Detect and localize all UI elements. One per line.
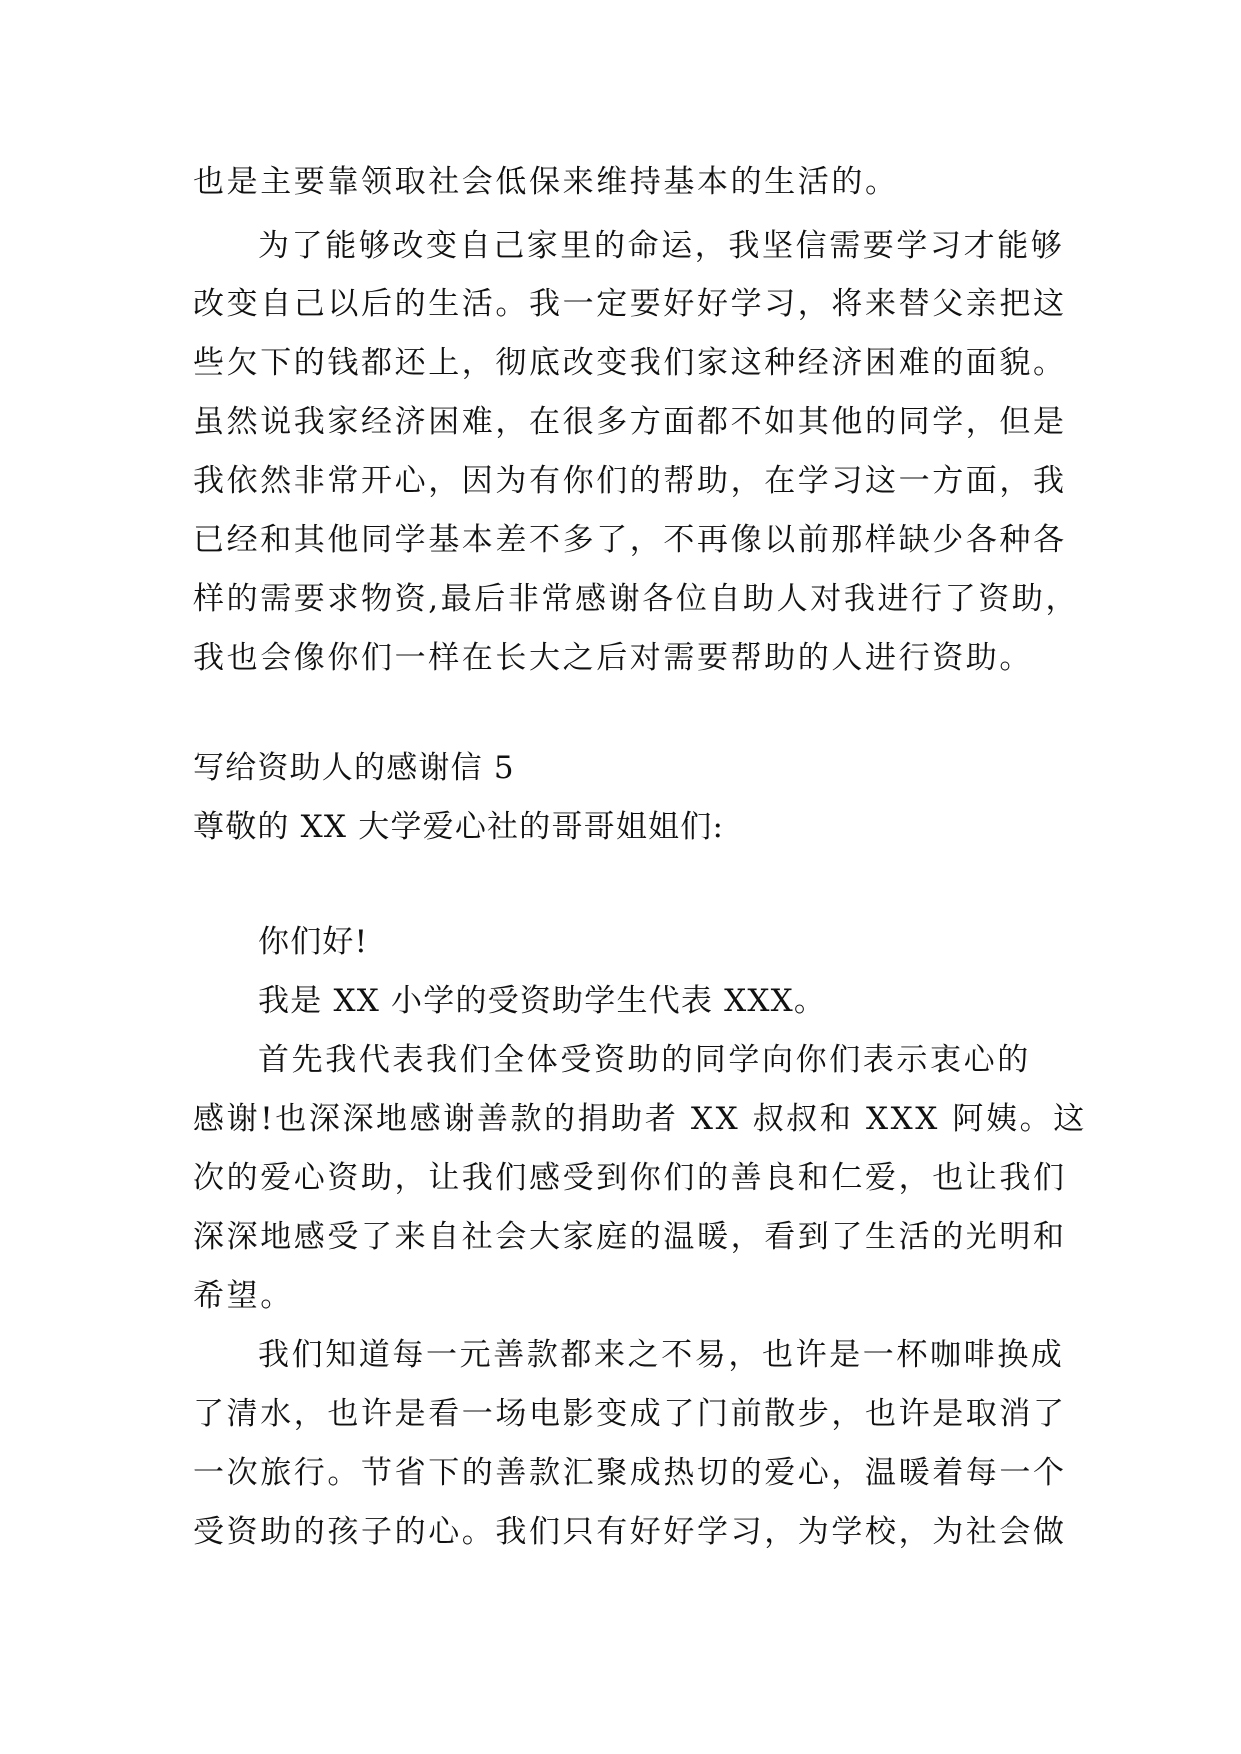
text-line: 改变自己以后的生活。我一定要好好学习，将来替父亲把这 [193,286,1067,322]
paragraph-start-line: 我们知道每一元善款都来之不易，也许是一杯咖啡换成 [258,1337,1065,1373]
text-line: 样的需要求物资,最后非常感谢各位自助人对我进行了资助， [193,581,1080,617]
text-line: 了清水，也许是看一场电影变成了门前散步，也许是取消了 [193,1396,1067,1432]
text-line: 深深地感受了来自社会大家庭的温暖，看到了生活的光明和 [193,1219,1067,1255]
paragraph-start-line: 首先我代表我们全体受资助的同学向你们表示衷心的 [258,1042,1031,1078]
paragraph-start-line: 为了能够改变自己家里的命运，我坚信需要学习才能够 [258,228,1065,264]
text-line: 些欠下的钱都还上，彻底改变我们家这种经济困难的面貌。 [193,345,1067,381]
text-line: 希望。 [193,1278,294,1314]
text-line: 次的爱心资助，让我们感受到你们的善良和仁爱，也让我们 [193,1160,1067,1196]
salutation: 尊敬的 XX 大学爱心社的哥哥姐姐们: [193,809,725,845]
text-line: 虽然说我家经济困难，在很多方面都不如其他的同学，但是 [193,404,1067,440]
text-line: 感谢!也深深地感谢善款的捐助者 XX 叔叔和 XXX 阿姨。这 [193,1101,1087,1137]
self-introduction: 我是 XX 小学的受资助学生代表 XXX。 [258,983,827,1019]
letter-title: 写给资助人的感谢信 5 [193,750,515,786]
greeting: 你们好! [258,924,369,960]
text-line: 我依然非常开心，因为有你们的帮助，在学习这一方面，我 [193,463,1067,499]
text-line: 已经和其他同学基本差不多了，不再像以前那样缺少各种各 [193,522,1067,558]
text-line: 我也会像你们一样在长大之后对需要帮助的人进行资助。 [193,640,1033,676]
text-line: 一次旅行。节省下的善款汇聚成热切的爱心，温暖着每一个 [193,1455,1067,1491]
text-line: 受资助的孩子的心。我们只有好好学习，为学校，为社会做 [193,1514,1067,1550]
text-line: 也是主要靠领取社会低保来维持基本的生活的。 [193,164,899,200]
